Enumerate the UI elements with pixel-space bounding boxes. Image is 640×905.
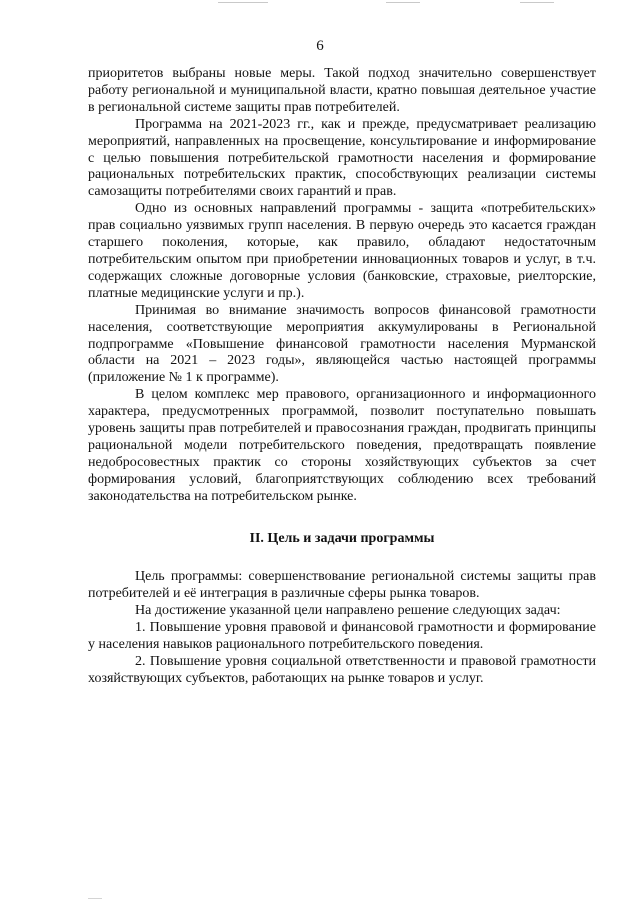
body-paragraph: В целом комплекс мер правового, организационного и информационного характера, предусмотренных программой, позволит поступательно повышать уровень защиты прав потребителей и правосознания граждан, продвигать принципы рациональной модели потребительского поведения, предотвращать появление недобросовестных практик со стороны хозяйствующих субъектов за счет формирования условий, благоприятствующих соблюдению всех требований законодательства на потребительском рынке. [88, 387, 596, 504]
section-heading: II. Цель и задачи программы [249, 530, 435, 546]
scan-artifact-line [520, 2, 554, 3]
scan-artifact-line [386, 2, 420, 3]
body-paragraph: Принимая во внимание значимость вопросов финансовой грамотности населения, соответствующие мероприятия аккумулированы в Региональной подпрограмме «Повышение финансовой грамотности населения Мурманской области на 2021 – 2023 годы», являющейся частью настоящей программы (приложение № 1 к программе). [88, 302, 596, 386]
page-number: 6 [316, 38, 324, 54]
document-body [88, 66, 596, 688]
task-item: 2. Повышение уровня социальной ответственности и правовой грамотности хозяйствующих субъектов, работающих на рынке товаров и услуг. [88, 654, 596, 686]
body-paragraph: На достижение указанной цели направлено решение следующих задач: [135, 603, 561, 619]
task-item: 1. Повышение уровня правовой и финансовой грамотности и формирование у населения навыков рационального потребительского поведения. [88, 620, 596, 653]
body-paragraph: Цель программы: совершенствование региональной системы защиты прав потребителей и её интеграция в различные сферы рынка товаров. [88, 569, 596, 602]
scan-artifact-line [218, 2, 268, 3]
body-paragraph: Программа на 2021-2023 гг., как и прежде, предусматривает реализацию мероприятий, направленных на просвещение, консультирование и информирование с целью повышения потребительской грамотности населения и формирование рациональных потребительских практик, способствующих реализации системы самозащиты потребителями своих гарантий и прав. [88, 116, 596, 200]
body-paragraph: Одно из основных направлений программы - защита «потребительских» прав социально уязвимых групп населения. В первую очередь это касается граждан старшего поколения, которые, как правило, обладают недостаточным потребительским опытом при приобретении инновационных товаров и услуг, в т.ч. содержащих сложные договорные условия (банковские, страховые, риелторские, платные медицинские услуги и пр.). [88, 201, 596, 301]
body-paragraph: приоритетов выбраны новые меры. Такой подход значительно совершенствует работу региональной и муниципальной власти, кратно повышая деятельное участие в региональной системе защиты прав потребителей. [88, 66, 596, 115]
scan-artifact-line [88, 898, 102, 899]
